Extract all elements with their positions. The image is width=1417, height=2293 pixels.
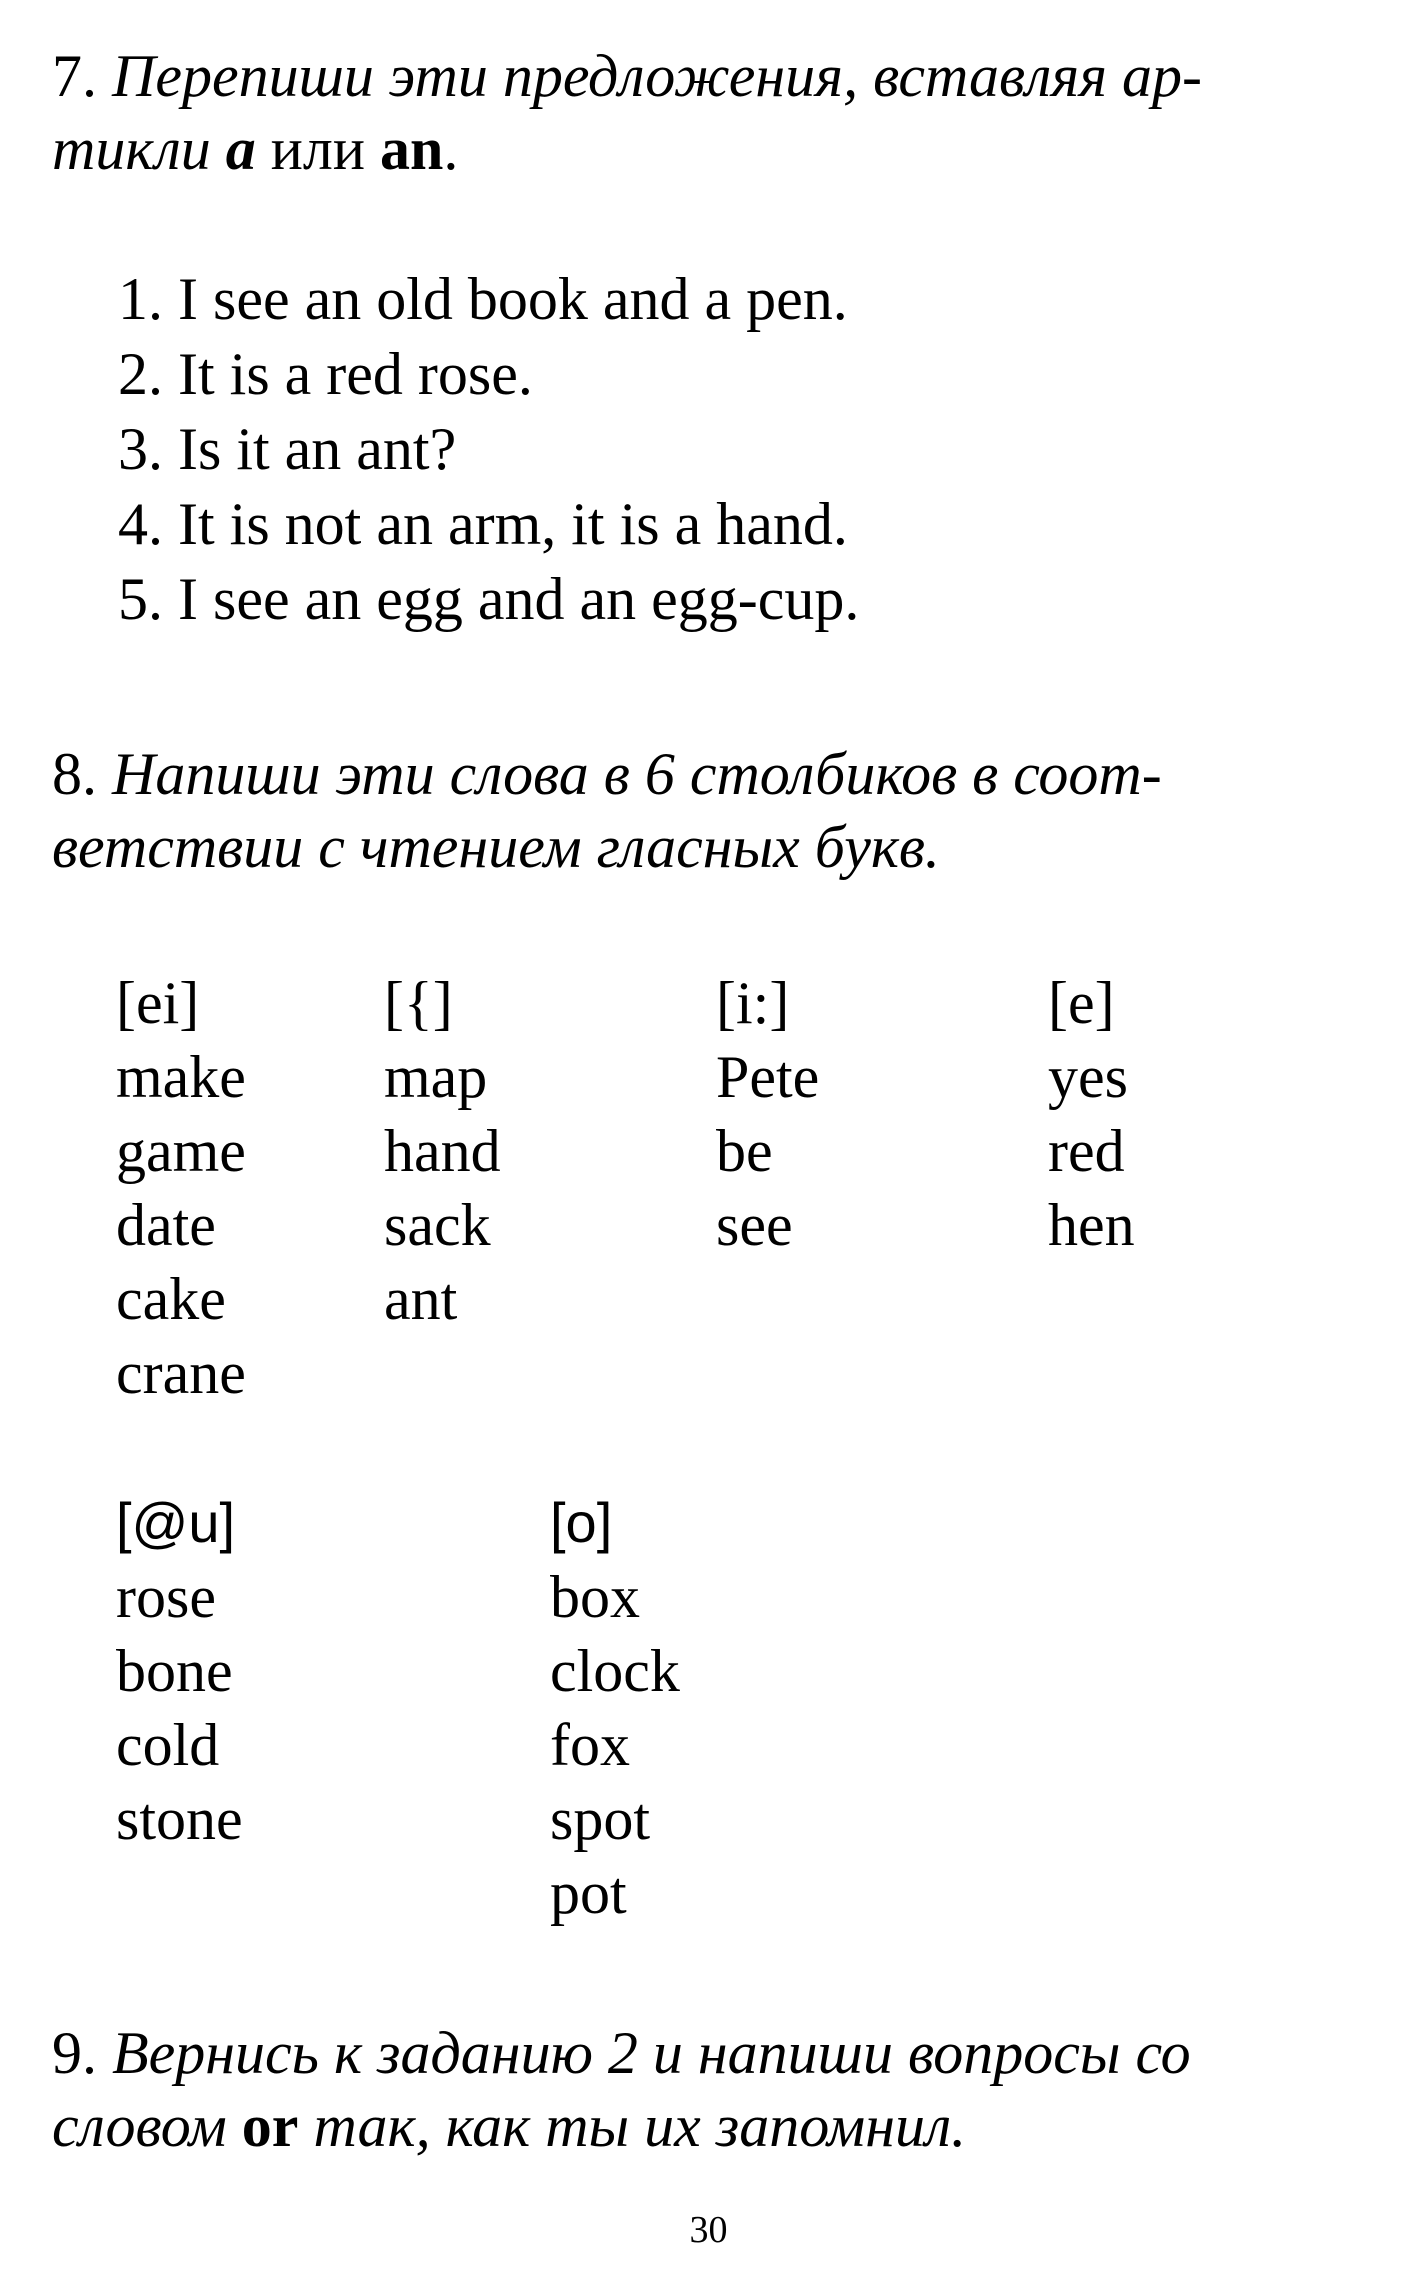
column-word: stone xyxy=(116,1786,243,1852)
task-8-line-2: ветствии с чтением гласных букв. xyxy=(52,814,940,880)
task-9-line-2-prefix: словом xyxy=(52,2093,227,2159)
task-7-instruction xyxy=(52,40,1362,186)
column-word: bone xyxy=(116,1638,233,1704)
task-7-line-2-end: . xyxy=(443,116,459,182)
column-word: box xyxy=(550,1564,640,1630)
column-word: ant xyxy=(384,1266,458,1332)
task-9-instruction xyxy=(52,2017,1362,2163)
column-word: be xyxy=(716,1118,773,1184)
word-column-ii xyxy=(716,966,819,1262)
task-9-number: 9. xyxy=(52,2020,97,2086)
page-number: 30 xyxy=(689,2209,728,2251)
task-7-number: 7. xyxy=(52,43,97,109)
column-word: cake xyxy=(116,1266,226,1332)
task-9-line-1: Вернись к заданию 2 и напиши вопросы со xyxy=(112,2020,1191,2086)
task-8-instruction xyxy=(52,738,1362,884)
column-word: yes xyxy=(1048,1044,1128,1110)
column-word: date xyxy=(116,1192,216,1258)
word-column-ae xyxy=(384,966,501,1336)
task-8-line-1: Напиши эти слова в 6 столбиков в соот- xyxy=(112,741,1162,807)
column-header: [o] xyxy=(550,1491,613,1554)
sentence-5: 5. I see an egg and an egg-cup. xyxy=(118,566,860,632)
word-column-e xyxy=(1048,966,1135,1262)
column-header: [ei] xyxy=(116,970,200,1036)
column-word: clock xyxy=(550,1638,680,1704)
column-word: red xyxy=(1048,1118,1125,1184)
task-7-line-1: Перепиши эти предложения, вставляя ар- xyxy=(112,43,1202,109)
task-8-number: 8. xyxy=(52,741,97,807)
column-header: [i:] xyxy=(716,970,790,1036)
column-word: map xyxy=(384,1044,488,1110)
word-column-ou xyxy=(116,1486,243,1856)
column-word: rose xyxy=(116,1564,216,1630)
column-header: [@u] xyxy=(116,1491,236,1554)
article-a: a xyxy=(225,116,256,182)
column-word: game xyxy=(116,1118,246,1184)
sentence-3: 3. Is it an ant? xyxy=(118,416,457,482)
column-word: see xyxy=(716,1192,793,1258)
column-word: spot xyxy=(550,1786,651,1852)
word-column-o xyxy=(550,1486,680,1930)
column-word: hen xyxy=(1048,1192,1135,1258)
task-7-line-2-prefix: тикли xyxy=(52,116,211,182)
sentence-1: 1. I see an old book and a pen. xyxy=(118,266,848,332)
column-word: sack xyxy=(384,1192,491,1258)
column-word: make xyxy=(116,1044,246,1110)
sentence-2: 2. It is a red rose. xyxy=(118,341,533,407)
article-an: an xyxy=(379,116,444,182)
column-word: Pete xyxy=(716,1044,820,1110)
task-9-line-2-suffix: так, как ты их запомнил. xyxy=(313,2093,967,2159)
column-header: [e] xyxy=(1048,970,1115,1036)
task-7-sentence-list xyxy=(118,262,859,637)
column-word: cold xyxy=(116,1712,220,1778)
column-word: crane xyxy=(116,1340,246,1406)
sentence-4: 4. It is not an arm, it is a hand. xyxy=(118,491,848,557)
column-word: hand xyxy=(384,1118,501,1184)
column-header: [{] xyxy=(384,970,453,1036)
or-word-en: or xyxy=(241,2093,299,2159)
column-word: fox xyxy=(550,1712,630,1778)
word-column-ei xyxy=(116,966,246,1410)
or-word-ru: или xyxy=(270,116,365,182)
column-word: pot xyxy=(550,1860,627,1926)
